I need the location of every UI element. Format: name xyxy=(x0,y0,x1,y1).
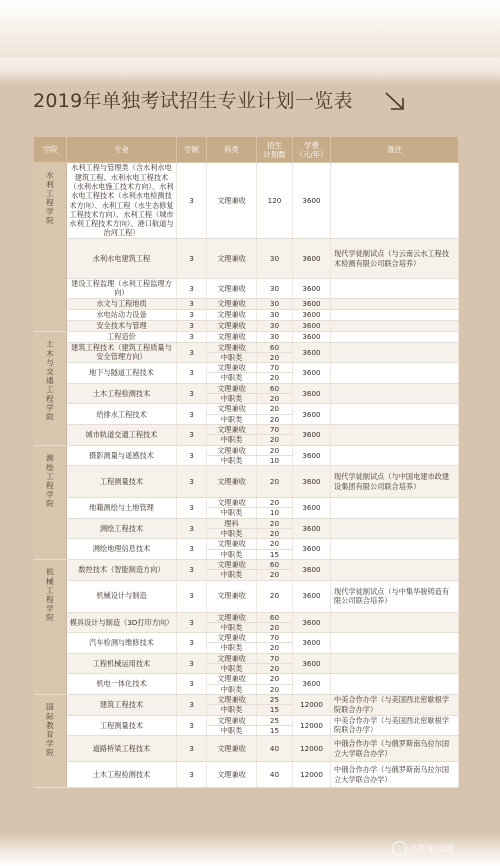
plan-cell: 20 xyxy=(257,518,293,528)
table-row xyxy=(34,279,459,299)
category-cell: 中职类 xyxy=(207,643,257,653)
category-cell: 中职类 xyxy=(207,352,257,362)
college-name: 水利工程学院 xyxy=(45,171,55,226)
table-row xyxy=(34,736,459,762)
category-cell: 中职类 xyxy=(207,622,257,632)
plan-cell: 40 xyxy=(257,736,293,762)
duration-cell: 3 xyxy=(177,498,207,519)
plan-cell: 20 xyxy=(257,373,293,383)
duration-cell: 3 xyxy=(177,736,207,762)
duration-cell: 3 xyxy=(177,559,207,580)
category-cell: 中职类 xyxy=(207,684,257,694)
arrow-down-right-icon xyxy=(383,90,407,112)
plan-cell: 20 xyxy=(257,622,293,632)
plan-cell: 10 xyxy=(257,508,293,518)
college-cell xyxy=(34,694,67,787)
major-cell: 地下与隧道工程技术 xyxy=(67,363,177,384)
category-cell: 文理兼收 xyxy=(207,298,257,309)
major-cell: 机电一体化技术 xyxy=(67,674,177,695)
note-cell xyxy=(331,309,459,320)
duration-cell: 3 xyxy=(177,298,207,309)
note-cell xyxy=(331,320,459,331)
duration-cell: 3 xyxy=(177,580,207,612)
category-cell: 中职类 xyxy=(207,664,257,674)
category-cell: 文理兼收 xyxy=(207,653,257,663)
major-cell: 城市轨道交通工程技术 xyxy=(67,424,177,445)
fee-cell: 3600 xyxy=(293,363,331,384)
plan-cell: 30 xyxy=(257,298,293,309)
duration-cell: 3 xyxy=(177,279,207,299)
major-cell: 道路桥梁工程技术 xyxy=(67,736,177,762)
college-name: 土木与交通工程学院 xyxy=(45,339,55,422)
table-body xyxy=(34,163,459,788)
table-row xyxy=(34,404,459,414)
header-duration: 学制 xyxy=(177,137,207,163)
fee-cell: 12000 xyxy=(293,715,331,736)
table-row xyxy=(34,445,459,455)
category-cell: 文理兼收 xyxy=(207,424,257,434)
note-cell xyxy=(331,612,459,633)
header-plan: 招生 计划数 xyxy=(257,137,293,163)
table-row xyxy=(34,342,459,352)
plan-cell: 60 xyxy=(257,612,293,622)
category-cell: 文理兼收 xyxy=(207,559,257,569)
fee-cell: 3600 xyxy=(293,424,331,445)
table-row xyxy=(34,539,459,549)
note-cell xyxy=(331,163,459,239)
table-row xyxy=(34,298,459,309)
duration-cell: 3 xyxy=(177,239,207,279)
major-cell: 给排水工程技术 xyxy=(67,404,177,425)
note-cell xyxy=(331,342,459,363)
table-header-row xyxy=(34,137,459,163)
major-cell: 模具设计与制造（3D打印方向） xyxy=(67,612,177,633)
note-cell: 中美合作办学（与美国西北密歇根学院联合办学） xyxy=(331,694,459,715)
fee-cell: 3600 xyxy=(293,466,331,498)
note-cell xyxy=(331,424,459,445)
duration-cell: 3 xyxy=(177,320,207,331)
category-cell: 文理兼收 xyxy=(207,363,257,373)
plan-cell: 20 xyxy=(257,674,293,684)
category-cell: 文理兼收 xyxy=(207,163,257,239)
note-cell xyxy=(331,633,459,654)
major-cell: 建筑工程技术（建筑工程质量与安全管理方向） xyxy=(67,342,177,363)
table-row xyxy=(34,466,459,498)
category-cell: 中职类 xyxy=(207,373,257,383)
duration-cell: 3 xyxy=(177,331,207,342)
category-cell: 文理兼收 xyxy=(207,383,257,393)
duration-cell: 3 xyxy=(177,539,207,560)
table-row xyxy=(34,612,459,622)
plan-cell: 15 xyxy=(257,705,293,715)
note-cell xyxy=(331,404,459,425)
table-row xyxy=(34,383,459,393)
header-category: 科类 xyxy=(207,137,257,163)
fee-cell: 3600 xyxy=(293,559,331,580)
duration-cell: 3 xyxy=(177,612,207,633)
plan-cell: 20 xyxy=(257,394,293,404)
duration-cell: 3 xyxy=(177,518,207,539)
watermark-logo xyxy=(392,842,454,856)
plan-cell: 25 xyxy=(257,694,293,704)
category-cell: 文理兼收 xyxy=(207,633,257,643)
major-cell: 汽车检测与维修技术 xyxy=(67,633,177,654)
plan-cell: 70 xyxy=(257,653,293,663)
fee-cell: 12000 xyxy=(293,736,331,762)
category-cell: 文理兼收 xyxy=(207,279,257,299)
note-cell xyxy=(331,279,459,299)
plan-cell: 30 xyxy=(257,320,293,331)
college-cell xyxy=(34,445,67,559)
plan-cell: 20 xyxy=(257,664,293,674)
college-name: 测绘工程学院 xyxy=(45,453,55,509)
note-cell: 现代学徒制试点（与中集华骏铸造有限公司联合培养） xyxy=(331,580,459,612)
major-cell: 水文与工程地质 xyxy=(67,298,177,309)
fee-cell: 3600 xyxy=(293,539,331,560)
category-cell: 文理兼收 xyxy=(207,674,257,684)
table-row xyxy=(34,580,459,612)
table-row xyxy=(34,498,459,508)
plan-cell: 20 xyxy=(257,643,293,653)
table-row xyxy=(34,653,459,663)
duration-cell: 3 xyxy=(177,715,207,736)
fee-cell: 12000 xyxy=(293,762,331,788)
category-cell: 文理兼收 xyxy=(207,445,257,455)
duration-cell: 3 xyxy=(177,445,207,466)
note-cell xyxy=(331,383,459,404)
plan-cell: 20 xyxy=(257,445,293,455)
duration-cell: 3 xyxy=(177,383,207,404)
fee-cell: 3600 xyxy=(293,445,331,466)
fee-cell: 3600 xyxy=(293,331,331,342)
category-cell: 文理兼收 xyxy=(207,612,257,622)
category-cell: 文理兼收 xyxy=(207,309,257,320)
header-fee: 学费 （元/年） xyxy=(293,137,331,163)
category-cell: 文理兼收 xyxy=(207,404,257,414)
category-cell: 文理兼收 xyxy=(207,694,257,704)
category-cell: 文理兼收 xyxy=(207,736,257,762)
major-cell: 测绘工程技术 xyxy=(67,518,177,539)
note-cell xyxy=(331,518,459,539)
major-cell: 建筑工程技术 xyxy=(67,694,177,715)
note-cell xyxy=(331,331,459,342)
college-cell xyxy=(34,163,67,332)
duration-cell: 3 xyxy=(177,694,207,715)
table-row xyxy=(34,331,459,342)
header-college: 学院 xyxy=(34,137,67,163)
category-cell: 文理兼收 xyxy=(207,342,257,352)
category-cell: 中职类 xyxy=(207,414,257,424)
fee-cell: 3600 xyxy=(293,163,331,239)
plan-cell: 60 xyxy=(257,383,293,393)
table-row xyxy=(34,633,459,643)
category-cell: 文理兼收 xyxy=(207,715,257,725)
major-cell: 测绘地理信息技术 xyxy=(67,539,177,560)
major-cell: 工程测量技术 xyxy=(67,466,177,498)
duration-cell: 3 xyxy=(177,633,207,654)
note-cell xyxy=(331,559,459,580)
plan-cell: 20 xyxy=(257,580,293,612)
major-cell: 安全技术与管理 xyxy=(67,320,177,331)
major-cell: 建设工程监理（水利工程监理方向） xyxy=(67,279,177,299)
table-row xyxy=(34,163,459,239)
major-cell: 水电站动力设备 xyxy=(67,309,177,320)
fee-cell: 3600 xyxy=(293,309,331,320)
fee-cell: 3600 xyxy=(293,498,331,519)
page-title: 2019年单独考试招生专业计划一览表 xyxy=(33,90,353,112)
plan-cell: 20 xyxy=(257,570,293,580)
fee-cell: 3600 xyxy=(293,674,331,695)
fee-cell: 3600 xyxy=(293,518,331,539)
table-row xyxy=(34,762,459,788)
category-cell: 文理兼收 xyxy=(207,498,257,508)
duration-cell: 3 xyxy=(177,163,207,239)
table-row xyxy=(34,715,459,725)
category-cell: 中职类 xyxy=(207,435,257,445)
table-row xyxy=(34,320,459,331)
college-name: 机械工程学院 xyxy=(45,567,55,623)
note-cell xyxy=(331,674,459,695)
category-cell: 文理兼收 xyxy=(207,580,257,612)
major-cell: 机械设计与制造 xyxy=(67,580,177,612)
college-name: 国际教育学院 xyxy=(45,702,55,758)
fee-cell: 3600 xyxy=(293,612,331,633)
fee-cell: 3600 xyxy=(293,279,331,299)
note-cell xyxy=(331,498,459,519)
category-cell: 文理兼收 xyxy=(207,320,257,331)
category-cell: 文理兼收 xyxy=(207,331,257,342)
note-cell: 中俄合作办学（与俄罗斯南乌拉尔国立大学联合办学） xyxy=(331,736,459,762)
enrollment-plan-table-wrap xyxy=(33,136,458,788)
plan-cell: 20 xyxy=(257,352,293,362)
table-row xyxy=(34,694,459,704)
plan-cell: 30 xyxy=(257,279,293,299)
fee-cell: 3600 xyxy=(293,239,331,279)
fee-cell: 3600 xyxy=(293,320,331,331)
plan-cell: 20 xyxy=(257,435,293,445)
table-row xyxy=(34,674,459,684)
plan-cell: 20 xyxy=(257,466,293,498)
enrollment-plan-table xyxy=(33,136,459,788)
plan-cell: 30 xyxy=(257,239,293,279)
plan-cell: 70 xyxy=(257,363,293,373)
category-cell: 文理兼收 xyxy=(207,466,257,498)
watermark-text: 高职单招网 xyxy=(409,845,455,855)
category-cell: 中职类 xyxy=(207,705,257,715)
duration-cell: 3 xyxy=(177,424,207,445)
category-cell: 文理兼收 xyxy=(207,762,257,788)
fee-cell: 3600 xyxy=(293,653,331,674)
fee-cell: 3600 xyxy=(293,383,331,404)
note-cell xyxy=(331,298,459,309)
major-cell: 水利工程与管理类（含水利水电建筑工程、水利水电工程技术（水利水电施工技术方向）、水利水电工程技术（水利水电检测技术方向）、水利工程（水生态修复工程技术方向）、水利工程（城市水利工程技术方向）、港口航道与治河工程） xyxy=(67,163,177,239)
plan-cell: 120 xyxy=(257,163,293,239)
category-cell: 中职类 xyxy=(207,725,257,735)
plan-cell: 20 xyxy=(257,684,293,694)
note-cell: 现代学徒制试点（与中国电建市政建设集团有限公司联合培养） xyxy=(331,466,459,498)
table-row xyxy=(34,424,459,434)
plan-cell: 40 xyxy=(257,762,293,788)
top-band xyxy=(0,0,500,58)
college-cell xyxy=(34,331,67,445)
major-cell: 土木工程检测技术 xyxy=(67,762,177,788)
plan-cell: 20 xyxy=(257,539,293,549)
major-cell: 摄影测量与遥感技术 xyxy=(67,445,177,466)
duration-cell: 3 xyxy=(177,674,207,695)
table-row xyxy=(34,559,459,569)
category-cell: 中职类 xyxy=(207,529,257,539)
fee-cell: 3600 xyxy=(293,342,331,363)
duration-cell: 3 xyxy=(177,363,207,384)
logo-circle-icon xyxy=(392,841,407,856)
plan-cell: 20 xyxy=(257,414,293,424)
category-cell: 中职类 xyxy=(207,508,257,518)
plan-cell: 10 xyxy=(257,455,293,465)
duration-cell: 3 xyxy=(177,653,207,674)
plan-cell: 70 xyxy=(257,633,293,643)
major-cell: 土木工程检测技术 xyxy=(67,383,177,404)
header-note: 备注 xyxy=(331,137,459,163)
duration-cell: 3 xyxy=(177,342,207,363)
plan-cell: 20 xyxy=(257,529,293,539)
note-cell xyxy=(331,445,459,466)
major-cell: 水利水电建筑工程 xyxy=(67,239,177,279)
note-cell xyxy=(331,653,459,674)
note-cell xyxy=(331,363,459,384)
header-major: 专业 xyxy=(67,137,177,163)
category-cell: 中职类 xyxy=(207,570,257,580)
fee-cell: 3600 xyxy=(293,580,331,612)
category-cell: 理科 xyxy=(207,518,257,528)
major-cell: 数控技术（智能制造方向） xyxy=(67,559,177,580)
duration-cell: 3 xyxy=(177,762,207,788)
major-cell: 工程测量技术 xyxy=(67,715,177,736)
plan-cell: 20 xyxy=(257,404,293,414)
table-row xyxy=(34,363,459,373)
plan-cell: 25 xyxy=(257,715,293,725)
note-cell: 中俄合作办学（与俄罗斯南乌拉尔国立大学联合办学） xyxy=(331,762,459,788)
note-cell: 中美合作办学（与美国西北密歇根学院联合办学） xyxy=(331,715,459,736)
major-cell: 工程机械运用技术 xyxy=(67,653,177,674)
duration-cell: 3 xyxy=(177,309,207,320)
table-row xyxy=(34,239,459,279)
fee-cell: 3600 xyxy=(293,298,331,309)
college-cell xyxy=(34,559,67,694)
category-cell: 中职类 xyxy=(207,394,257,404)
category-cell: 中职类 xyxy=(207,455,257,465)
table-row xyxy=(34,518,459,528)
plan-cell: 60 xyxy=(257,342,293,352)
plan-cell: 30 xyxy=(257,309,293,320)
note-cell: 现代学徒制试点（与云南云水工程技术检测有限公司联合培养） xyxy=(331,239,459,279)
plan-cell: 60 xyxy=(257,559,293,569)
fee-cell: 3600 xyxy=(293,633,331,654)
plan-cell: 70 xyxy=(257,424,293,434)
fee-cell: 3600 xyxy=(293,404,331,425)
note-cell xyxy=(331,539,459,560)
duration-cell: 3 xyxy=(177,466,207,498)
major-cell: 地籍测绘与土地管理 xyxy=(67,498,177,519)
major-cell: 工程造价 xyxy=(67,331,177,342)
fee-cell: 12000 xyxy=(293,694,331,715)
category-cell: 中职类 xyxy=(207,549,257,559)
plan-cell: 15 xyxy=(257,549,293,559)
table-row xyxy=(34,309,459,320)
category-cell: 文理兼收 xyxy=(207,539,257,549)
plan-cell: 20 xyxy=(257,498,293,508)
duration-cell: 3 xyxy=(177,404,207,425)
plan-cell: 30 xyxy=(257,331,293,342)
category-cell: 文理兼收 xyxy=(207,239,257,279)
plan-cell: 15 xyxy=(257,725,293,735)
